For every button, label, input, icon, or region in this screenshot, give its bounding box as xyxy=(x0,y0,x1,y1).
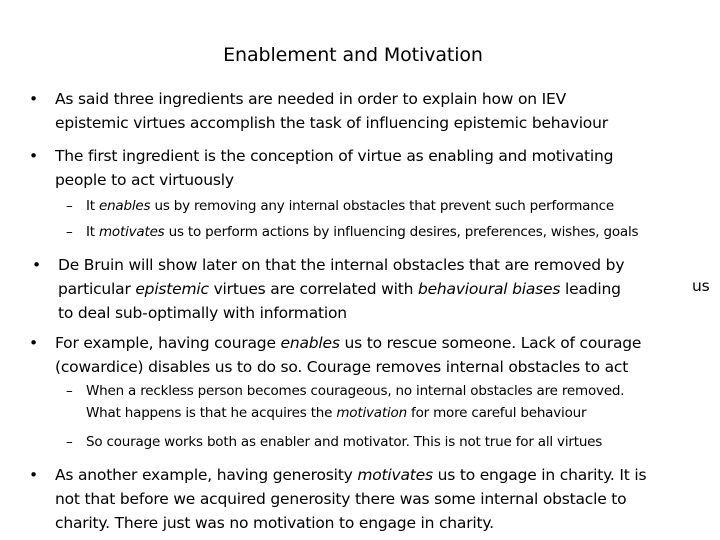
sub-text: It xyxy=(86,224,99,240)
bullet-point-1 xyxy=(29,87,608,135)
bullet-line: charity. There just was no motivation to engage in charity. xyxy=(55,514,494,532)
sub-text: us to perform actions by influencing desires, preferences, wishes, goals xyxy=(164,224,639,240)
bullet-text: us to rescue someone. Lack of courage xyxy=(339,334,642,352)
sub-text: us by removing any internal obstacles that prevent such performance xyxy=(150,198,614,214)
bullet-marker: • xyxy=(32,256,41,274)
sub-text: for more careful behaviour xyxy=(406,405,587,421)
sub-bullet-2-1 xyxy=(66,193,614,219)
sub-bullet-marker: – xyxy=(66,198,73,214)
bullet-marker: • xyxy=(29,90,38,108)
sub-bullet-marker: – xyxy=(66,224,73,240)
bullet-text: leading xyxy=(560,280,621,298)
sub-bullet-marker: – xyxy=(66,383,73,399)
bullet-line: As said three ingredients are needed in order to explain how on IEV xyxy=(55,90,566,108)
sub-bullet-marker: – xyxy=(66,434,73,450)
emphasis: enables xyxy=(280,334,340,352)
bullet-marker: • xyxy=(29,466,38,484)
emphasis: motivates xyxy=(357,466,433,484)
sub-bullet-4-1 xyxy=(66,380,625,424)
bullet-line: not that before we acquired generosity there was some internal obstacle to xyxy=(55,490,627,508)
bullet-line: The first ingredient is the conception of virtue as enabling and motivating xyxy=(55,147,614,165)
bullet-text: As another example, having generosity xyxy=(55,466,358,484)
bullet-text: us to engage in charity. It is xyxy=(432,466,647,484)
emphasis: motivation xyxy=(336,405,407,421)
bullet-text: For example, having courage xyxy=(55,334,281,352)
sub-bullet-2-2 xyxy=(66,219,639,245)
bullet-text: virtues are correlated with xyxy=(208,280,418,298)
bullet-point-2 xyxy=(29,144,614,192)
bullet-line: people to act virtuously xyxy=(55,171,234,189)
overflow-word: us xyxy=(692,277,710,295)
bullet-point-4 xyxy=(29,331,642,379)
emphasis: enables xyxy=(98,198,151,214)
bullet-marker: • xyxy=(29,334,38,352)
bullet-point-5 xyxy=(29,463,647,535)
bullet-text: particular xyxy=(58,280,136,298)
sub-text: It xyxy=(86,198,99,214)
bullet-line: De Bruin will show later on that the internal obstacles that are removed by xyxy=(58,256,625,274)
bullet-marker: • xyxy=(29,147,38,165)
slide-title: Enablement and Motivation xyxy=(223,44,483,66)
emphasis: behavioural biases xyxy=(417,280,561,298)
bullet-line: (cowardice) disables us to do so. Courage removes internal obstacles to act xyxy=(55,358,629,376)
bullet-point-3 xyxy=(32,253,625,325)
bullet-line: to deal sub-optimally with information xyxy=(58,304,347,322)
emphasis: motivates xyxy=(98,224,165,240)
bullet-line: epistemic virtues accomplish the task of influencing epistemic behaviour xyxy=(55,114,608,132)
sub-line: When a reckless person becomes courageous, no internal obstacles are removed. xyxy=(86,383,625,399)
sub-line: So courage works both as enabler and motivator. This is not true for all virtues xyxy=(86,434,603,450)
sub-bullet-4-2 xyxy=(66,429,603,455)
sub-text: What happens is that he acquires the xyxy=(86,405,337,421)
emphasis: epistemic xyxy=(135,280,209,298)
